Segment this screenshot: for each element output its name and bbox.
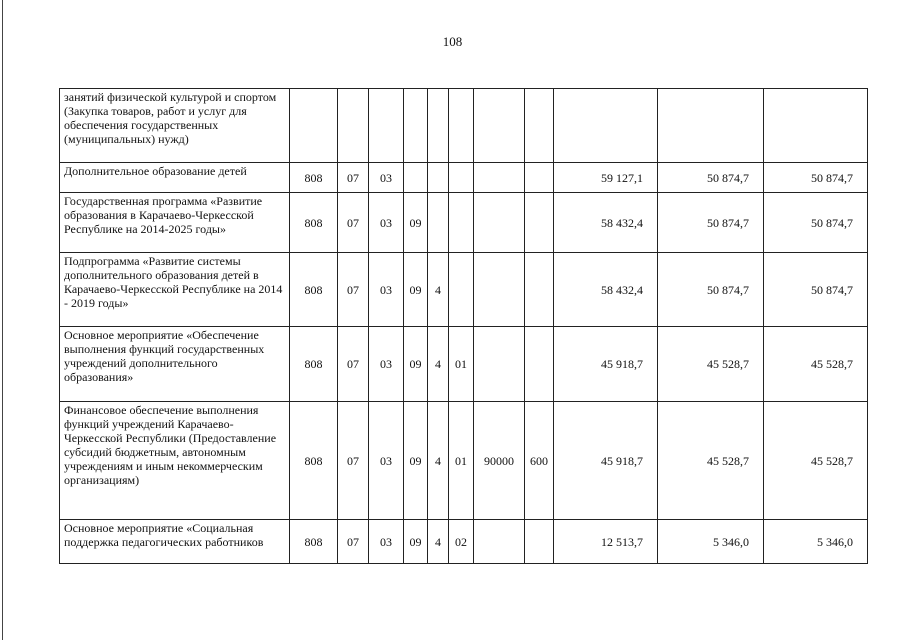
direction-code-cell — [474, 89, 525, 163]
section-code-cell: 07 — [338, 520, 369, 564]
ministry-code-cell: 808 — [290, 520, 338, 564]
amount-year2-cell — [658, 89, 764, 163]
budget-table-body — [60, 89, 868, 564]
amount-year2-cell: 50 874,7 — [658, 163, 764, 193]
expense-type-cell — [525, 520, 554, 564]
amount-year1-cell: 59 127,1 — [554, 163, 658, 193]
ministry-code-cell — [290, 89, 338, 163]
ministry-code-cell: 808 — [290, 327, 338, 402]
row-name-cell: Государственная программа «Развитие образования в Карачаево-Черкесской Республике на 2014-2025 годы» — [60, 193, 290, 253]
table-row — [60, 163, 868, 193]
subsection-code-cell: 03 — [369, 327, 404, 402]
subprogram-code-cell — [428, 163, 449, 193]
expense-type-cell: 600 — [525, 402, 554, 520]
program-code-cell: 09 — [404, 402, 428, 520]
subsection-code-cell: 03 — [369, 163, 404, 193]
program-code-cell — [404, 163, 428, 193]
activity-code-cell — [449, 253, 474, 327]
expense-type-cell — [525, 253, 554, 327]
direction-code-cell — [474, 253, 525, 327]
amount-year3-cell: 45 528,7 — [764, 327, 868, 402]
section-code-cell: 07 — [338, 402, 369, 520]
ministry-code-cell: 808 — [290, 193, 338, 253]
activity-code-cell: 01 — [449, 402, 474, 520]
program-code-cell: 09 — [404, 327, 428, 402]
program-code-cell — [404, 89, 428, 163]
subprogram-code-cell: 4 — [428, 520, 449, 564]
amount-year2-cell: 50 874,7 — [658, 253, 764, 327]
amount-year1-cell — [554, 89, 658, 163]
subprogram-code-cell — [428, 89, 449, 163]
row-name-cell: Основное мероприятие «Обеспечение выполнения функций государственных учреждений дополнительного образования» — [60, 327, 290, 402]
section-code-cell: 07 — [338, 327, 369, 402]
amount-year2-cell: 45 528,7 — [658, 327, 764, 402]
ministry-code-cell: 808 — [290, 253, 338, 327]
amount-year3-cell: 50 874,7 — [764, 253, 868, 327]
amount-year1-cell: 58 432,4 — [554, 253, 658, 327]
direction-code-cell: 90000 — [474, 402, 525, 520]
table-row — [60, 327, 868, 402]
budget-table — [59, 88, 868, 564]
section-code-cell: 07 — [338, 163, 369, 193]
expense-type-cell — [525, 193, 554, 253]
amount-year1-cell: 12 513,7 — [554, 520, 658, 564]
subsection-code-cell: 03 — [369, 402, 404, 520]
program-code-cell: 09 — [404, 520, 428, 564]
amount-year3-cell: 50 874,7 — [764, 193, 868, 253]
row-name-cell: Основное мероприятие «Социальная поддержка педагогических работников — [60, 520, 290, 564]
subsection-code-cell: 03 — [369, 193, 404, 253]
subprogram-code-cell — [428, 193, 449, 253]
activity-code-cell — [449, 163, 474, 193]
amount-year2-cell: 45 528,7 — [658, 402, 764, 520]
direction-code-cell — [474, 193, 525, 253]
amount-year1-cell: 45 918,7 — [554, 327, 658, 402]
activity-code-cell — [449, 89, 474, 163]
expense-type-cell — [525, 163, 554, 193]
amount-year3-cell: 50 874,7 — [764, 163, 868, 193]
section-code-cell: 07 — [338, 253, 369, 327]
expense-type-cell — [525, 327, 554, 402]
row-name-cell: Дополнительное образование детей — [60, 163, 290, 193]
activity-code-cell — [449, 193, 474, 253]
subprogram-code-cell: 4 — [428, 253, 449, 327]
amount-year1-cell: 45 918,7 — [554, 402, 658, 520]
program-code-cell: 09 — [404, 253, 428, 327]
amount-year3-cell — [764, 89, 868, 163]
ministry-code-cell: 808 — [290, 163, 338, 193]
direction-code-cell — [474, 327, 525, 402]
amount-year3-cell: 45 528,7 — [764, 402, 868, 520]
table-row — [60, 193, 868, 253]
subprogram-code-cell: 4 — [428, 327, 449, 402]
activity-code-cell: 02 — [449, 520, 474, 564]
subsection-code-cell: 03 — [369, 520, 404, 564]
program-code-cell: 09 — [404, 193, 428, 253]
direction-code-cell — [474, 520, 525, 564]
row-name-cell: Финансовое обеспечение выполнения функций учреждений Карачаево-Черкесской Республики (Предоставление субсидий бюджетным, автономным учреждениям и иным некоммерческим организациям) — [60, 402, 290, 520]
subsection-code-cell — [369, 89, 404, 163]
table-row — [60, 402, 868, 520]
table-row — [60, 253, 868, 327]
amount-year3-cell: 5 346,0 — [764, 520, 868, 564]
activity-code-cell: 01 — [449, 327, 474, 402]
amount-year2-cell: 5 346,0 — [658, 520, 764, 564]
section-code-cell — [338, 89, 369, 163]
expense-type-cell — [525, 89, 554, 163]
row-name-cell: занятий физической культурой и спортом (Закупка товаров, работ и услуг для обеспечения государственных (муниципальных) нужд) — [60, 89, 290, 163]
page-number: 108 — [442, 34, 463, 49]
amount-year1-cell: 58 432,4 — [554, 193, 658, 253]
direction-code-cell — [474, 163, 525, 193]
row-name-cell: Подпрограмма «Развитие системы дополнительного образования детей в Карачаево-Черкесской Республике на 2014 - 2019 годы» — [60, 253, 290, 327]
amount-year2-cell: 50 874,7 — [658, 193, 764, 253]
section-code-cell: 07 — [338, 193, 369, 253]
ministry-code-cell: 808 — [290, 402, 338, 520]
subprogram-code-cell: 4 — [428, 402, 449, 520]
subsection-code-cell: 03 — [369, 253, 404, 327]
table-row — [60, 89, 868, 163]
scan-edge-line — [2, 0, 3, 640]
table-row — [60, 520, 868, 564]
